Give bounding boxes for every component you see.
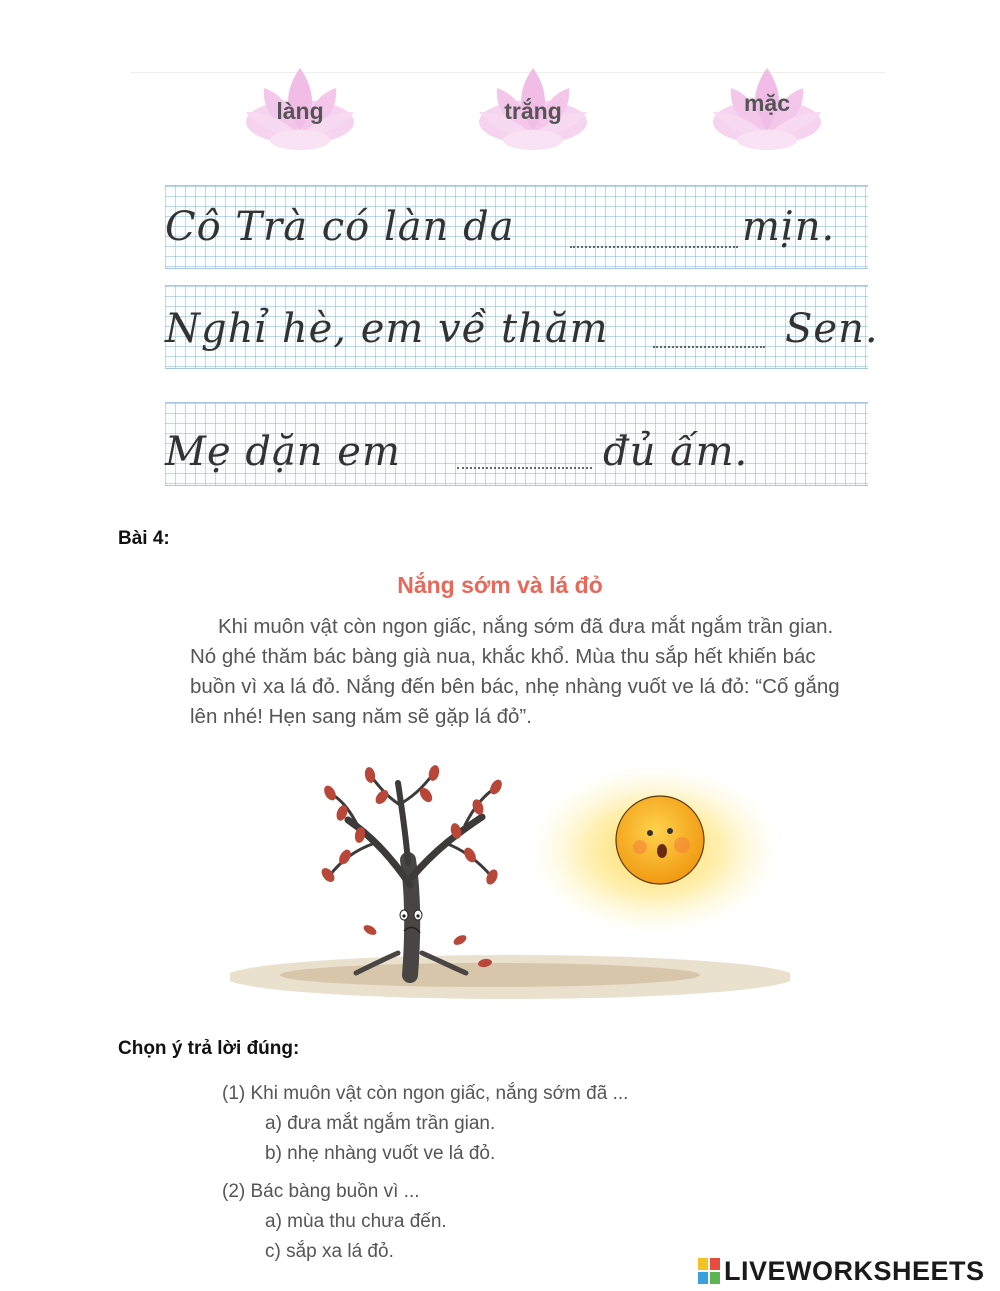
answer-blank-3[interactable]	[457, 467, 592, 469]
brand-name: LIVEWORKSHEETS	[724, 1255, 985, 1286]
answer-blank-1[interactable]	[570, 246, 738, 248]
question-2: (2) Bác bàng buồn vì ...	[222, 1181, 420, 1202]
sun-icon	[616, 796, 704, 884]
word-card-2	[473, 60, 593, 160]
writing-strip-1	[165, 185, 868, 269]
sentence-2-end: Sen.	[785, 306, 879, 352]
writing-strip-2	[165, 285, 879, 369]
word-card-1	[240, 60, 360, 160]
sentence-3-start: Mẹ dặn em	[165, 429, 401, 475]
sentence-3-end: đủ ấm.	[603, 429, 749, 475]
question-1-option-b[interactable]: b) nhẹ nhàng vuốt ve lá đỏ.	[265, 1143, 496, 1164]
word-lang: làng	[276, 98, 324, 124]
word-card-3	[707, 60, 827, 160]
word-trang: trắng	[504, 98, 562, 124]
sentence-2-start: Nghỉ hè, em về thăm	[165, 306, 609, 352]
instruction-label: Chọn ý trả lời đúng:	[118, 1038, 300, 1059]
story-title: Nắng sớm và lá đỏ	[397, 572, 603, 598]
story-illustration	[230, 765, 790, 1010]
liveworksheets-logo-icon	[698, 1258, 720, 1284]
answer-blank-2[interactable]	[653, 346, 765, 348]
ground	[230, 955, 790, 999]
sentence-1-start: Cô Trà có làn da	[165, 204, 515, 250]
tree-icon	[330, 773, 496, 975]
word-mac: mặc	[743, 90, 791, 116]
question-2-option-c[interactable]: c) sắp xa lá đỏ.	[265, 1241, 394, 1262]
question-1-option-a[interactable]: a) đưa mắt ngắm trần gian.	[265, 1113, 496, 1134]
exercise-label: Bài 4:	[118, 528, 170, 549]
question-2-option-a[interactable]: a) mùa thu chưa đến.	[265, 1211, 447, 1232]
story-paragraph: Khi muôn vật còn ngon giấc, nắng sớm đã đưa mắt ngắm trần gian. Nó ghé thăm bác bàng già nua, khắc khổ. Mùa thu sắp hết khiến bác buồn vì xa lá đỏ. Nắng đến bên bác, nhẹ nhàng vuốt ve lá đỏ: “Cố gắng lên nhé! Hẹn sang năm sẽ gặp lá đỏ”.	[190, 615, 840, 728]
question-1: (1) Khi muôn vật còn ngon giấc, nắng sớm đã ...	[222, 1083, 629, 1104]
writing-strip-3	[165, 402, 868, 486]
liveworksheets-logo	[698, 1256, 985, 1286]
story-text	[190, 612, 850, 732]
sentence-1-end: mịn.	[742, 204, 836, 250]
